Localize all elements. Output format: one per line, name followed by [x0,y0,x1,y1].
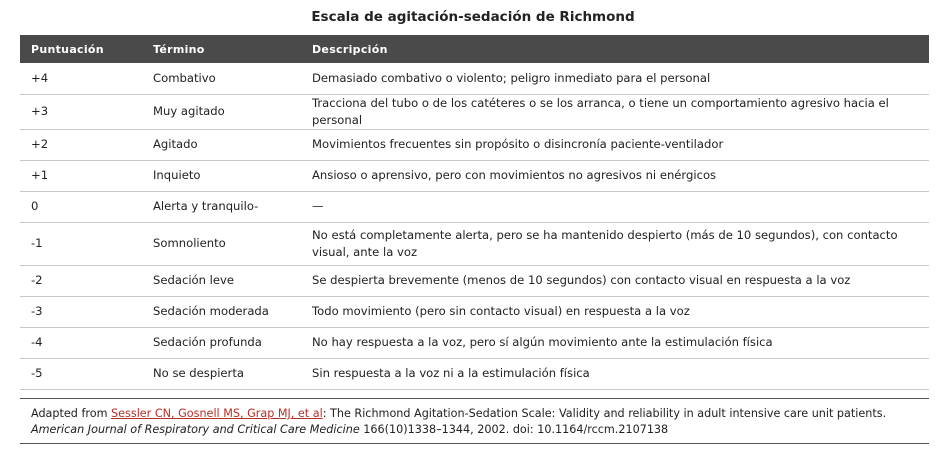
term-cell: Combativo [142,63,301,94]
score-cell: +2 [20,129,142,160]
table-row [20,94,929,129]
score-cell: -3 [20,296,142,327]
header-score: Puntuación [31,42,104,56]
description-cell: No está completamente alerta, pero se ha mantenido despierto (más de 10 segundos), con contacto visual, ante la voz [301,222,929,265]
term-cell: No se despierta [142,358,301,389]
description-cell: Se despierta brevemente (menos de 10 segundos) con contacto visual en respuesta a la voz [301,265,929,296]
citation-title: : The Richmond Agitation-Sedation Scale: Validity and reliability in adult intensive care unit patients. [322,407,887,420]
citation-authors-link[interactable]: Sessler CN, Gosnell MS, Grap MJ, et al [111,407,323,420]
description-cell: Todo movimiento (pero sin contacto visual) en respuesta a la voz [301,296,929,327]
table-title: Escala de agitación-sedación de Richmond [311,9,635,25]
score-cell: -1 [20,222,142,265]
term-cell: Sedación profunda [142,327,301,358]
citation-details: 166(10)1338–1344, 2002. doi: 10.1164/rccm.2107138 [359,423,669,436]
table-row [20,265,929,296]
rass-table [20,35,929,390]
score-cell: -2 [20,265,142,296]
table-row [20,191,929,222]
description-cell: No hay respuesta a la voz, pero sí algún movimiento ante la estimulación física [301,327,929,358]
term-cell: Somnoliento [142,222,301,265]
table-row [20,358,929,389]
table-row [20,129,929,160]
table-row [20,327,929,358]
citation-footer [20,398,929,444]
score-cell: +3 [20,94,142,129]
description-cell: Sin respuesta a la voz ni a la estimulación física [301,358,929,389]
term-cell: Sedación leve [142,265,301,296]
score-cell: -4 [20,327,142,358]
table-row [20,160,929,191]
table-header-row [20,35,929,63]
term-cell: Muy agitado [142,94,301,129]
citation-journal: American Journal of Respiratory and Critical Care Medicine [31,423,360,436]
table-row [20,296,929,327]
score-cell: -5 [20,358,142,389]
description-cell: Demasiado combativo o violento; peligro inmediato para el personal [301,63,929,94]
term-cell: Sedación moderada [142,296,301,327]
description-cell: Movimientos frecuentes sin propósito o disincronía paciente-ventilador [301,129,929,160]
header-term: Término [153,42,205,56]
score-cell: +1 [20,160,142,191]
term-cell: Alerta y tranquilo- [142,191,301,222]
table-row [20,222,929,265]
description-cell: — [301,191,929,222]
table-row [20,63,929,94]
term-cell: Agitado [142,129,301,160]
header-description: Descripción [312,42,388,56]
citation-prefix: Adapted from [31,407,112,420]
score-cell: +4 [20,63,142,94]
score-cell: 0 [20,191,142,222]
term-cell: Inquieto [142,160,301,191]
description-cell: Ansioso o aprensivo, pero con movimientos no agresivos ni enérgicos [301,160,929,191]
description-cell: Tracciona del tubo o de los catéteres o se los arranca, o tiene un comportamiento agresivo hacia el personal [301,94,929,129]
